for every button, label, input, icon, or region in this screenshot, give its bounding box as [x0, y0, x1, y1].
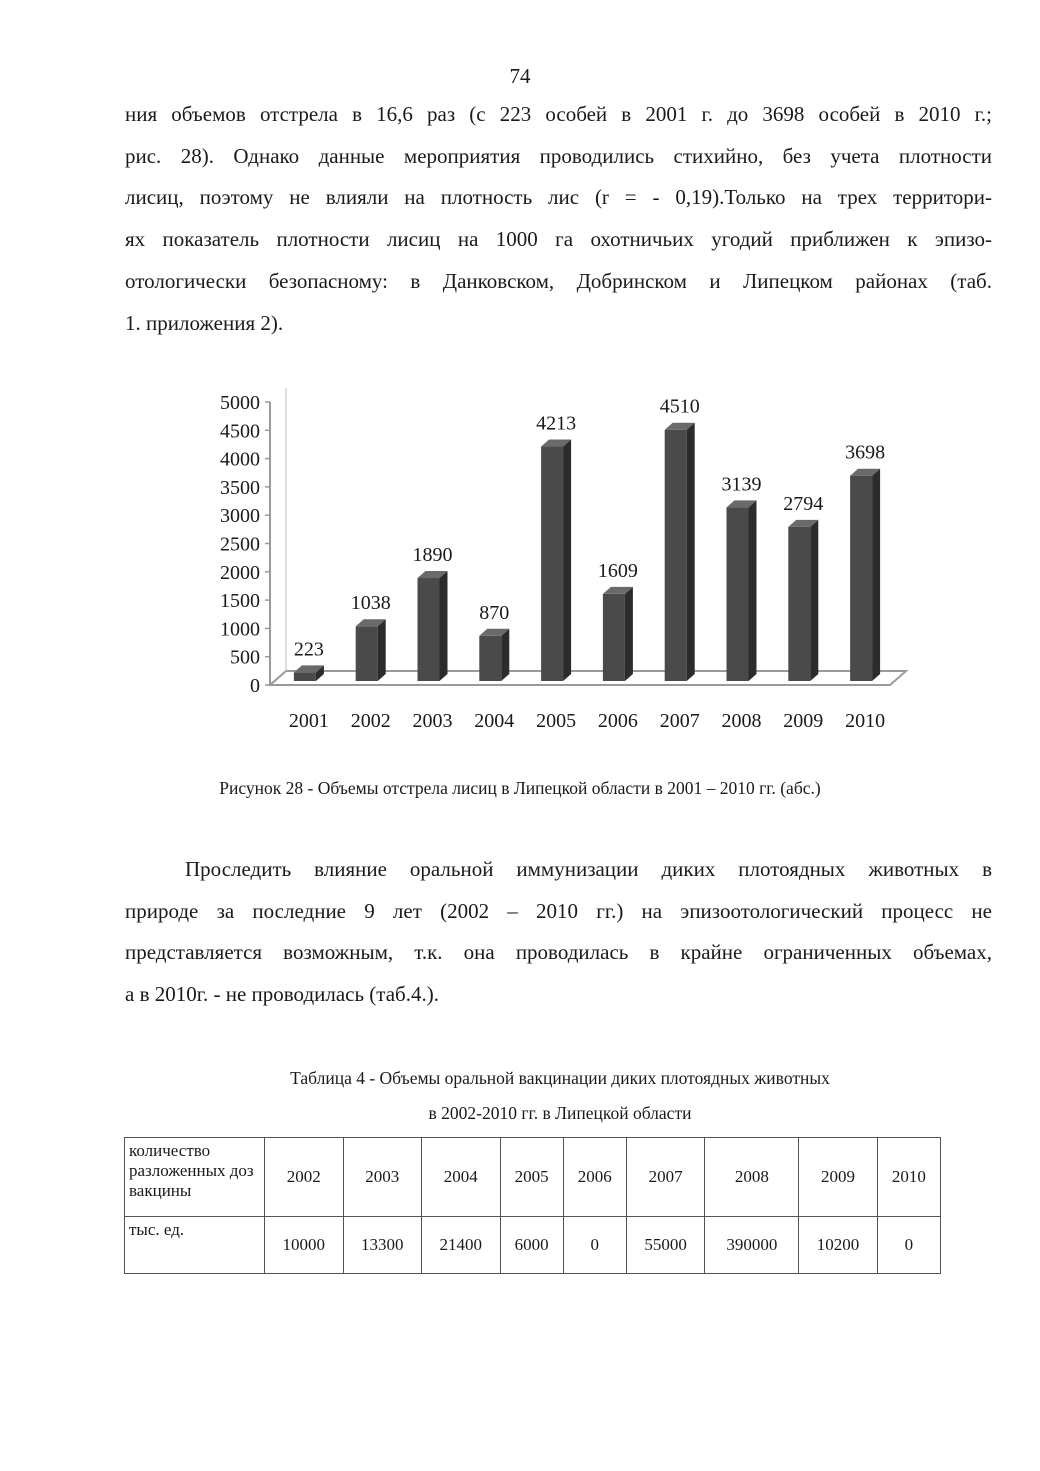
fox-culling-chart [190, 385, 920, 745]
table-year-cell: 2003 [343, 1138, 422, 1217]
table-value-cell: 0 [877, 1217, 940, 1274]
table-value-cell: 13300 [343, 1217, 422, 1274]
paragraph-line: рис. 28). Однако данные мероприятия проводились стихийно, без учета плотности [125, 143, 992, 168]
data-label: 3698 [845, 441, 886, 464]
y-tick-label: 4500 [220, 420, 260, 443]
x-tick-label: 2004 [474, 710, 515, 732]
bar-side [378, 619, 386, 681]
paragraph-line: а в 2010г. - не проводилась (таб.4.). [125, 982, 439, 1007]
table-value-cell: 10000 [265, 1217, 344, 1274]
paragraph-line: представляется возможным, т.к. она проводилась в крайне ограниченных объемах, [125, 940, 992, 965]
bar [479, 636, 501, 681]
table-value-cell: 0 [563, 1217, 626, 1274]
bar-side [810, 520, 818, 681]
bar-side [749, 500, 757, 681]
x-tick-label: 2009 [783, 710, 824, 732]
x-tick-label: 2006 [597, 710, 638, 732]
y-tick-label: 0 [250, 675, 260, 697]
bar [541, 447, 563, 681]
page-number: 74 [509, 64, 531, 88]
y-tick-label: 4000 [220, 448, 260, 471]
paragraph-line: 1. приложения 2). [125, 310, 284, 335]
x-tick-label: 2005 [536, 710, 577, 732]
table-row-label: количество разложенных доз вакцины [125, 1138, 265, 1217]
paragraph-line: Проследить влияние оральной иммунизации диких плотоядных животных в [185, 857, 992, 881]
figure-caption: Рисунок 28 - Объемы отстрела лисиц в Липецкой области в 2001 – 2010 гг. (абс.) [219, 778, 821, 798]
x-tick-label: 2008 [721, 710, 762, 732]
table-row-label: тыс. ед. [125, 1217, 265, 1274]
bar [788, 527, 810, 681]
paragraph-oral-immunization [125, 849, 992, 1016]
bar-side [440, 571, 448, 681]
bar-side [687, 423, 695, 681]
bar-side [563, 440, 571, 681]
x-tick-label: 2010 [845, 710, 886, 732]
x-tick-label: 2001 [288, 710, 329, 732]
table-value-cell: 10200 [799, 1217, 878, 1274]
data-label: 2794 [783, 492, 824, 515]
bar [665, 430, 687, 681]
paragraph-line: ях показатель плотности лисиц на 1000 га охотничьих угодий приближен к эпизо- [125, 227, 992, 252]
y-tick-label: 500 [230, 646, 260, 669]
y-tick-label: 1500 [220, 590, 260, 613]
paragraph-line: лисиц, поэтому не влияли на плотность лис (r = - 0,19).Только на трех территори- [125, 185, 992, 210]
data-label: 870 [479, 601, 510, 624]
x-tick-label: 2002 [350, 710, 391, 732]
paragraph-line: ния объемов отстрела в 16,6 раз (с 223 особей в 2001 г. до 3698 особей в 2010 г.; [125, 102, 992, 126]
bar [356, 626, 378, 681]
table-year-cell: 2006 [563, 1138, 626, 1217]
x-tick-label: 2003 [412, 710, 453, 732]
bar [850, 476, 872, 681]
table-year-cell: 2008 [705, 1138, 799, 1217]
data-label: 223 [293, 638, 324, 661]
x-tick-label: 2007 [659, 710, 700, 732]
table-year-cell: 2004 [422, 1138, 501, 1217]
paragraph-line: природе за последние 9 лет (2002 – 2010 гг.) на эпизоотологический процесс не [125, 898, 992, 923]
y-tick-label: 3500 [220, 476, 260, 499]
table-title: Таблица 4 - Объемы оральной вакцинации диких плотоядных животных [290, 1068, 830, 1088]
data-label: 4213 [536, 412, 577, 435]
y-tick-label: 2000 [220, 561, 260, 584]
table-value-cell: 390000 [705, 1217, 799, 1274]
table-value-cell: 21400 [422, 1217, 501, 1274]
table-value-cell: 6000 [500, 1217, 563, 1274]
table-value-cell: 55000 [626, 1217, 705, 1274]
table-year-cell: 2002 [265, 1138, 344, 1217]
bar [727, 507, 749, 681]
y-tick-label: 2500 [220, 533, 260, 556]
y-tick-label: 5000 [220, 392, 260, 414]
bar [603, 594, 625, 681]
table-year-cell: 2009 [799, 1138, 878, 1217]
vaccination-table [124, 1137, 941, 1274]
data-label: 4510 [659, 395, 700, 418]
table-year-cell: 2007 [626, 1138, 705, 1217]
data-label: 1609 [597, 559, 638, 582]
paragraph-hunting-volumes [125, 94, 992, 344]
table-subtitle: в 2002-2010 гг. в Липецкой области [428, 1103, 692, 1123]
paragraph-line: отологически безопасному: в Данковском, Добринском и Липецком районах (таб. [125, 268, 992, 293]
table-year-cell: 2010 [877, 1138, 940, 1217]
chart-canvas [190, 385, 920, 745]
bar [294, 672, 316, 681]
bar-side [872, 469, 880, 681]
y-tick-label: 3000 [220, 505, 260, 528]
y-tick-label: 1000 [220, 618, 260, 641]
table-header-row [125, 1138, 941, 1217]
bar-side [501, 629, 509, 681]
data-label: 3139 [721, 473, 762, 496]
data-label: 1890 [412, 544, 453, 567]
data-label: 1038 [350, 592, 391, 615]
table-row [125, 1217, 941, 1274]
table-year-cell: 2005 [500, 1138, 563, 1217]
bar [418, 578, 440, 681]
bar-side [625, 587, 633, 681]
